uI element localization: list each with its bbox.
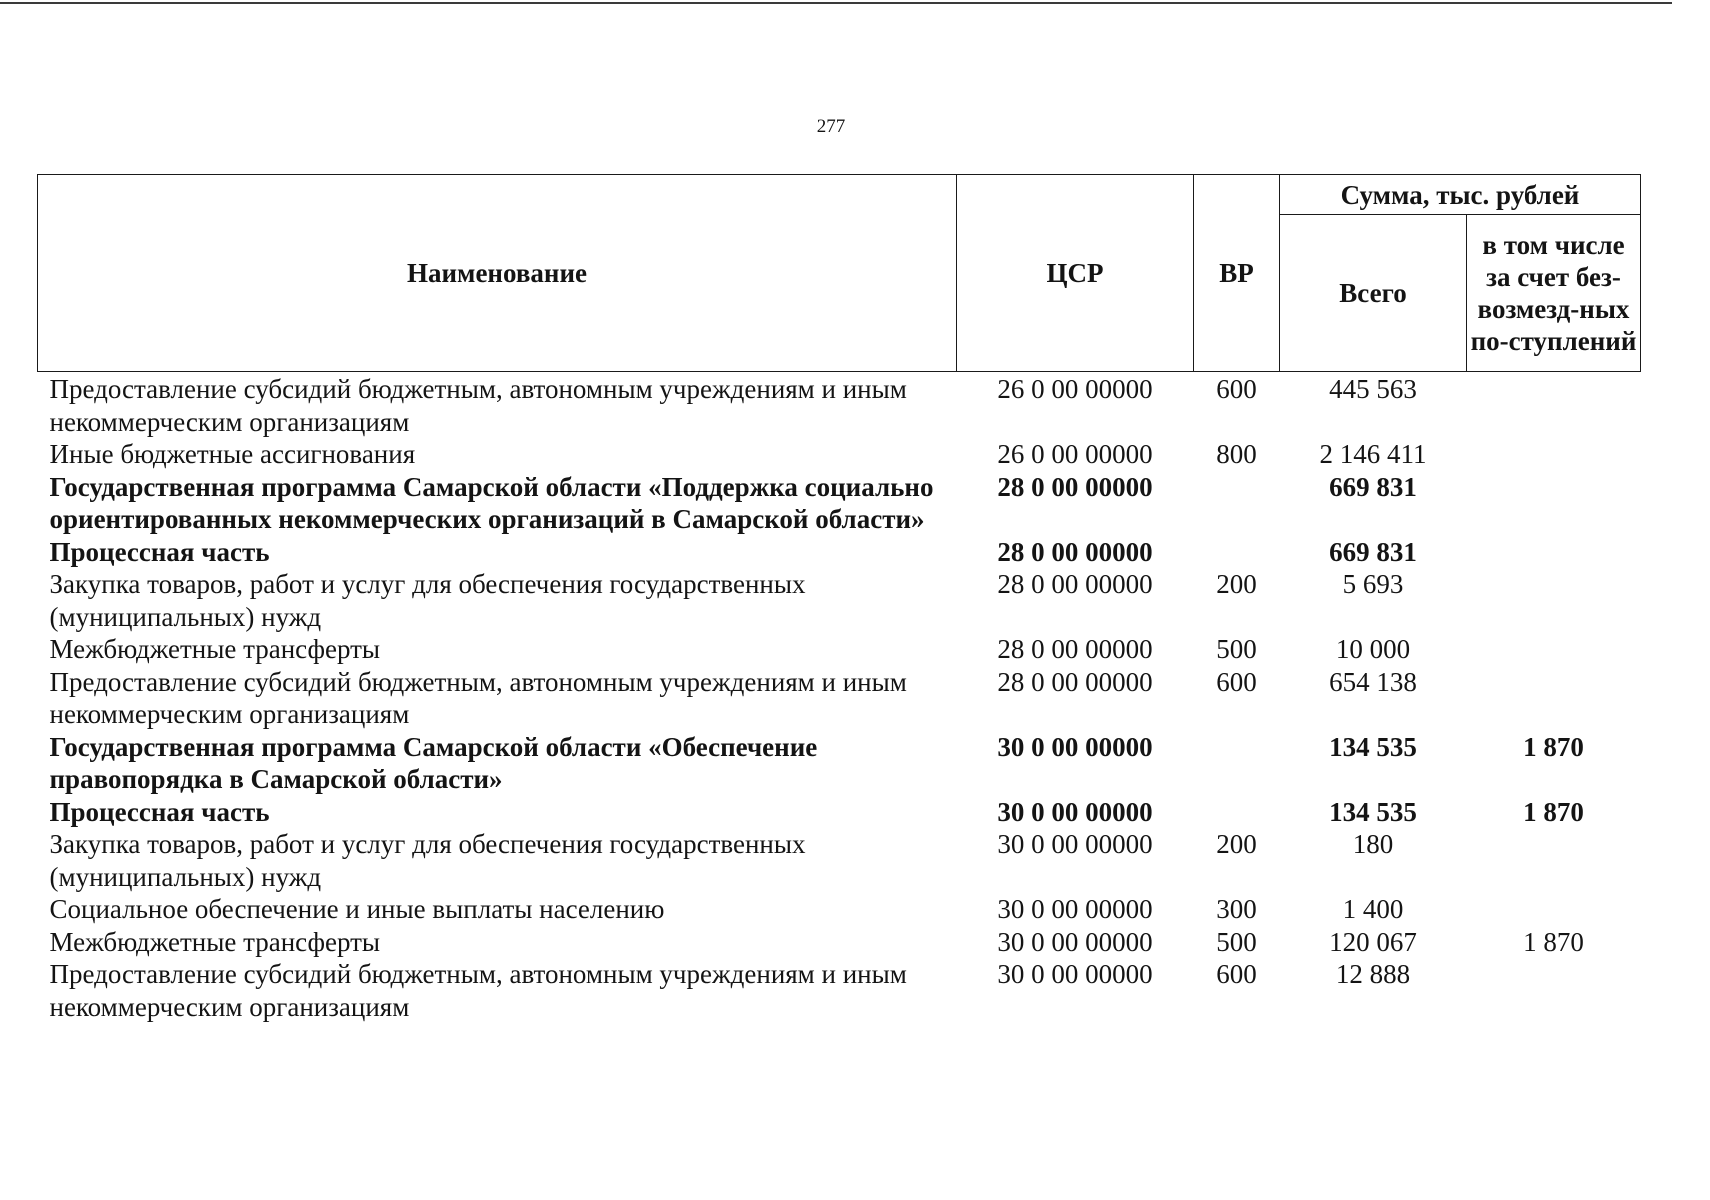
row-csr: 30 0 00 00000 [997,731,1153,762]
row-csr: 30 0 00 00000 [997,959,1153,989]
row-csr: 30 0 00 00000 [997,829,1153,859]
header-sum-group: Сумма, тыс. рублей [1280,175,1641,215]
row-name: Процессная часть [49,796,270,827]
row-total: 669 831 [1329,471,1417,502]
row-free-receipts: 1 870 [1523,731,1584,762]
row-name: Предоставление субсидий бюджетным, автономным учреждениям и иным некоммерческим организациям [49,374,907,437]
row-name: Процессная часть [49,536,270,567]
header-free-receipts: в том числе за счет без-возмезд-ных по-ступлений [1467,215,1641,372]
row-free-receipts [1467,536,1641,569]
table-row [38,372,1641,439]
row-vr: 800 [1216,439,1257,469]
row-free-receipts [1467,828,1641,893]
row-name: Предоставление субсидий бюджетным, автономным учреждениям и иным некоммерческим организациям [49,959,907,1022]
row-vr: 600 [1216,374,1257,404]
row-total: 2 146 411 [1319,439,1427,469]
row-vr: 500 [1216,634,1257,664]
row-csr: 28 0 00 00000 [997,471,1153,502]
table-row [38,828,1641,893]
table-body [38,372,1641,1024]
row-vr [1194,796,1280,829]
row-csr: 28 0 00 00000 [997,536,1153,567]
table-row [38,666,1641,731]
table-row [38,438,1641,471]
row-free-receipts [1467,633,1641,666]
row-csr: 26 0 00 00000 [997,439,1153,469]
row-csr: 30 0 00 00000 [997,926,1153,957]
row-csr: 26 0 00 00000 [997,374,1153,404]
row-vr [1194,731,1280,796]
row-total: 180 [1352,829,1394,859]
header-vr: ВР [1194,175,1280,372]
row-name: Закупка товаров, работ и услуг для обеспечения государственных (муниципальных) нужд [49,829,806,892]
row-name: Межбюджетные трансферты [49,926,381,957]
row-name: Межбюджетные трансферты [49,634,381,664]
page-number: 277 [816,116,846,137]
row-total: 134 535 [1329,731,1417,762]
row-name: Иные бюджетные ассигнования [49,439,416,469]
header-total: Всего [1280,215,1467,372]
row-name: Закупка товаров, работ и услуг для обеспечения государственных (муниципальных) нужд [49,569,806,632]
row-vr [1194,536,1280,569]
table-row [38,958,1641,1023]
row-vr: 200 [1216,829,1257,859]
table-row [38,926,1641,959]
row-csr: 30 0 00 00000 [997,796,1153,827]
row-csr: 30 0 00 00000 [997,894,1153,924]
row-total: 10 000 [1335,634,1411,664]
header-name: Наименование [38,175,957,372]
row-vr: 600 [1216,959,1257,989]
row-total: 120 067 [1329,926,1417,957]
row-name: Государственная программа Самарской области «Поддержка социально ориентированных некоммерческих организаций в Самарской области» [49,471,934,534]
row-total: 445 563 [1329,374,1417,404]
row-free-receipts: 1 870 [1523,796,1584,827]
row-free-receipts [1467,471,1641,536]
row-name: Предоставление субсидий бюджетным, автономным учреждениям и иным некоммерческим организациям [49,666,907,729]
row-total: 1 400 [1342,894,1404,924]
row-csr: 28 0 00 00000 [997,634,1153,664]
budget-table [37,174,1641,1023]
row-vr: 300 [1216,894,1257,924]
scan-top-border [0,2,1672,4]
table-row [38,633,1641,666]
row-total: 12 888 [1335,959,1411,989]
header-csr: ЦСР [957,175,1194,372]
row-total: 669 831 [1329,536,1417,567]
table-row [38,471,1641,536]
row-free-receipts [1467,568,1641,633]
table-header [38,175,1641,372]
row-total: 134 535 [1329,796,1417,827]
table-row [38,893,1641,926]
row-free-receipts [1467,958,1641,1023]
table-row [38,536,1641,569]
row-total: 5 693 [1342,569,1404,599]
row-free-receipts [1467,666,1641,731]
row-name: Государственная программа Самарской области «Обеспечение правопорядка в Самарской области» [49,731,818,794]
row-vr: 200 [1216,569,1257,599]
row-free-receipts [1467,372,1641,439]
row-vr [1194,471,1280,536]
row-free-receipts [1467,438,1641,471]
table-row [38,568,1641,633]
row-csr: 28 0 00 00000 [997,666,1153,697]
row-vr: 500 [1216,926,1257,957]
row-total: 654 138 [1329,666,1417,697]
row-vr: 600 [1216,666,1257,697]
row-free-receipts [1467,893,1641,926]
table-row [38,796,1641,829]
table-row [38,731,1641,796]
row-csr: 28 0 00 00000 [997,569,1153,599]
row-name: Социальное обеспечение и иные выплаты населению [49,894,665,924]
row-free-receipts: 1 870 [1523,926,1584,957]
